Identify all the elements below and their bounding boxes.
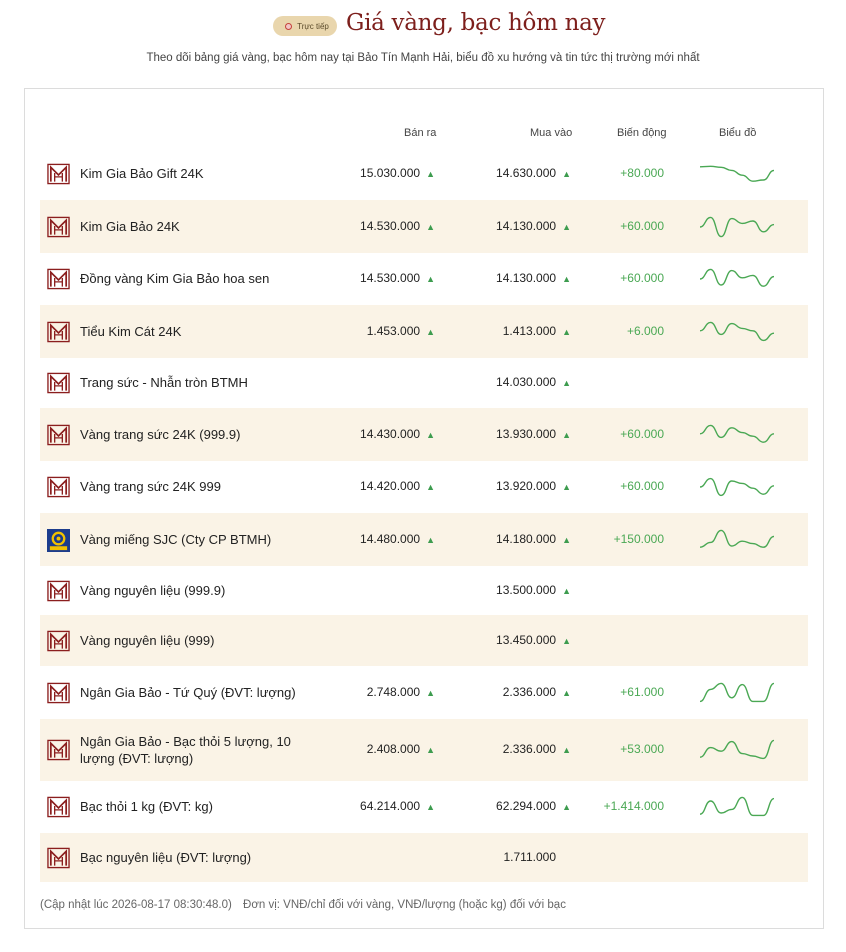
buy-price-value: 13.930.000: [496, 426, 557, 441]
buy-price: [496, 375, 571, 389]
product-name: Vàng trang sức 24K (999.9): [80, 426, 241, 442]
trend-sparkline[interactable]: [698, 159, 776, 189]
buy-price-value: 1.413.000: [502, 323, 557, 338]
product-name: Tiểu Kim Cát 24K: [80, 323, 182, 339]
up-arrow-icon: ▲: [562, 429, 571, 440]
up-arrow-icon: ▲: [562, 687, 571, 698]
buy-price: [496, 479, 571, 493]
up-arrow-icon: ▲: [562, 534, 571, 545]
up-arrow-icon: ▲: [426, 169, 435, 179]
up-arrow-icon: ▲: [562, 169, 571, 179]
up-arrow-icon: ▲: [562, 326, 571, 337]
sell-price-value: 2.408.000: [366, 742, 421, 756]
btmh-logo-icon: [47, 321, 70, 343]
product-name: Kim Gia Bảo Gift 24K: [80, 166, 204, 181]
sell-price-value: 15.030.000: [360, 166, 421, 180]
btmh-logo-icon: [47, 847, 70, 869]
column-header-change: Biến động: [617, 127, 667, 139]
table-row[interactable]: [40, 200, 808, 253]
trend-line: [700, 797, 774, 815]
trend-line: [700, 166, 774, 181]
trend-line: [700, 425, 774, 442]
btmh-logo-icon: [47, 372, 70, 394]
buy-price-value: 2.336.000: [502, 742, 557, 756]
table-footer: [40, 899, 566, 911]
sell-price-value: 14.480.000: [360, 531, 421, 546]
live-dot-icon: [285, 23, 292, 30]
product-name: Ngân Gia Bảo - Tứ Quý (ĐVT: lượng): [80, 684, 296, 700]
trend-sparkline[interactable]: [698, 212, 776, 242]
buy-price: [503, 685, 571, 699]
product-name: Ngân Gia Bảo - Bạc thỏi 5 lượng, 10 lượng (ĐVT: lượng): [80, 734, 291, 766]
trend-sparkline[interactable]: [698, 678, 776, 708]
buy-price: [496, 633, 571, 647]
sell-price: [360, 799, 435, 813]
up-arrow-icon: ▲: [426, 802, 435, 812]
trend-sparkline[interactable]: [698, 792, 776, 822]
product-name: Vàng miếng SJC (Cty CP BTMH): [80, 531, 272, 547]
trend-line: [700, 217, 774, 236]
page-title: Giá vàng, bạc hôm nay: [346, 10, 606, 36]
price-change: +1.414.000: [603, 799, 664, 813]
updated-time: (Cập nhật lúc 2026-08-17 08:30:48.0): [40, 899, 232, 911]
buy-price: [496, 799, 571, 813]
price-change: +6.000: [626, 323, 664, 338]
buy-price: [496, 219, 571, 233]
buy-price-value: 14.630.000: [496, 166, 557, 180]
trend-line: [700, 683, 774, 701]
price-change: +150.000: [613, 531, 664, 546]
up-arrow-icon: ▲: [562, 802, 571, 812]
sell-price-value: 14.430.000: [360, 426, 421, 441]
table-row[interactable]: [40, 305, 808, 358]
column-header-sell: Bán ra: [404, 127, 437, 139]
buy-price-value: 13.920.000: [496, 479, 557, 493]
price-change: +80.000: [620, 166, 664, 180]
buy-price: [496, 271, 571, 285]
table-row[interactable]: [40, 148, 808, 200]
trend-sparkline[interactable]: [698, 735, 776, 765]
trend-line: [700, 269, 774, 286]
btmh-logo-icon: [47, 163, 70, 185]
buy-price-value: 13.450.000: [496, 632, 557, 647]
btmh-logo-icon: [47, 476, 70, 498]
sell-price-value: 2.748.000: [366, 684, 421, 699]
product-name: Vàng nguyên liệu (999): [80, 632, 215, 648]
trend-sparkline[interactable]: [698, 472, 776, 502]
table-row[interactable]: [40, 461, 808, 513]
buy-price-value: 62.294.000: [496, 799, 557, 813]
sell-price: [360, 271, 435, 285]
buy-price: [496, 532, 571, 546]
trend-sparkline[interactable]: [698, 317, 776, 347]
table-row[interactable]: [40, 566, 808, 615]
trend-line: [700, 322, 774, 340]
btmh-logo-icon: [47, 424, 70, 446]
sell-price: [367, 324, 435, 338]
page-subtitle: Theo dõi bảng giá vàng, bạc hôm nay tại Bảo Tín Mạnh Hải, biểu đồ xu hướng và tin tức thị trường mới nhất: [146, 52, 700, 64]
btmh-logo-icon: [47, 630, 70, 652]
btmh-logo-icon: [47, 580, 70, 602]
buy-price: [503, 324, 571, 338]
btmh-logo-icon: [47, 216, 70, 238]
btmh-logo-icon: [47, 268, 70, 290]
up-arrow-icon: ▲: [426, 687, 435, 698]
trend-line: [700, 740, 774, 758]
up-arrow-icon: ▲: [562, 274, 571, 284]
up-arrow-icon: ▲: [562, 635, 571, 646]
up-arrow-icon: ▲: [426, 429, 435, 440]
live-badge: [273, 16, 337, 36]
product-name: Đồng vàng Kim Gia Bảo hoa sen: [80, 271, 270, 286]
trend-line: [700, 479, 774, 496]
btmh-logo-icon: [47, 682, 70, 704]
btmh-logo-icon: [47, 796, 70, 818]
sell-price-value: 14.420.000: [360, 479, 421, 493]
sell-price: [360, 219, 435, 233]
buy-price: [504, 850, 557, 864]
live-badge-label: Trực tiếp: [297, 21, 329, 31]
buy-price-value: 14.180.000: [496, 531, 557, 546]
sell-price: [367, 742, 435, 756]
price-change: +60.000: [620, 426, 664, 441]
table-row[interactable]: [40, 253, 808, 305]
up-arrow-icon: ▲: [426, 482, 435, 492]
up-arrow-icon: ▲: [562, 378, 571, 388]
column-header-buy: Mua vào: [530, 127, 573, 139]
trend-sparkline[interactable]: [698, 420, 776, 450]
sell-price-value: 64.214.000: [360, 799, 421, 813]
product-name: Vàng nguyên liệu (999.9): [80, 582, 226, 598]
up-arrow-icon: ▲: [562, 221, 571, 232]
price-change: +60.000: [620, 479, 664, 493]
product-name: Trang sức - Nhẫn tròn BTMH: [80, 375, 248, 390]
buy-price-value: 1.711.000: [503, 849, 556, 864]
trend-line: [700, 530, 774, 547]
product-name: Bạc thỏi 1 kg (ĐVT: kg): [80, 799, 213, 814]
price-change: +61.000: [620, 684, 664, 699]
table-row[interactable]: [40, 358, 808, 408]
column-header-chart: Biểu đồ: [719, 127, 757, 139]
table-row[interactable]: [40, 719, 808, 781]
buy-price-value: 14.130.000: [496, 271, 557, 285]
buy-price-value: 14.030.000: [496, 375, 557, 389]
buy-price-value: 2.336.000: [502, 684, 557, 699]
product-name: Bạc nguyên liệu (ĐVT: lượng): [80, 849, 252, 865]
table-row[interactable]: [40, 513, 808, 566]
table-row[interactable]: [40, 408, 808, 461]
page-header: [0, 0, 846, 88]
price-change: +60.000: [620, 218, 664, 233]
trend-sparkline[interactable]: [698, 525, 776, 555]
price-change: +53.000: [620, 742, 664, 756]
table-row[interactable]: [40, 666, 808, 719]
buy-price-value: 13.500.000: [496, 582, 557, 597]
up-arrow-icon: ▲: [426, 274, 435, 284]
sell-price-value: 14.530.000: [360, 218, 421, 233]
table-row[interactable]: [40, 615, 808, 666]
up-arrow-icon: ▲: [426, 534, 435, 545]
unit-note: Đơn vị: VNĐ/chỉ đối với vàng, VNĐ/lượng (hoặc kg) đối với bạc: [243, 899, 566, 911]
sell-price: [360, 532, 435, 546]
up-arrow-icon: ▲: [562, 585, 571, 596]
sell-price-value: 1.453.000: [366, 323, 421, 338]
price-change: +60.000: [620, 271, 664, 285]
sell-price: [360, 166, 435, 180]
table-row[interactable]: [40, 833, 808, 882]
up-arrow-icon: ▲: [426, 745, 435, 755]
btmh-logo-icon: [47, 739, 70, 761]
sjc-logo-icon: [47, 529, 70, 551]
up-arrow-icon: ▲: [562, 745, 571, 755]
buy-price: [496, 583, 571, 597]
table-row[interactable]: [40, 781, 808, 833]
up-arrow-icon: ▲: [426, 221, 435, 232]
sell-price: [367, 685, 435, 699]
sell-price-value: 14.530.000: [360, 271, 421, 285]
buy-price-value: 14.130.000: [496, 218, 557, 233]
sell-price: [360, 479, 435, 493]
up-arrow-icon: ▲: [426, 326, 435, 337]
up-arrow-icon: ▲: [562, 482, 571, 492]
buy-price: [496, 427, 571, 441]
sell-price: [360, 427, 435, 441]
trend-sparkline[interactable]: [698, 264, 776, 294]
product-name: Kim Gia Bảo 24K: [80, 218, 180, 234]
buy-price: [496, 166, 571, 180]
buy-price: [503, 742, 571, 756]
product-name: Vàng trang sức 24K 999: [80, 479, 221, 494]
